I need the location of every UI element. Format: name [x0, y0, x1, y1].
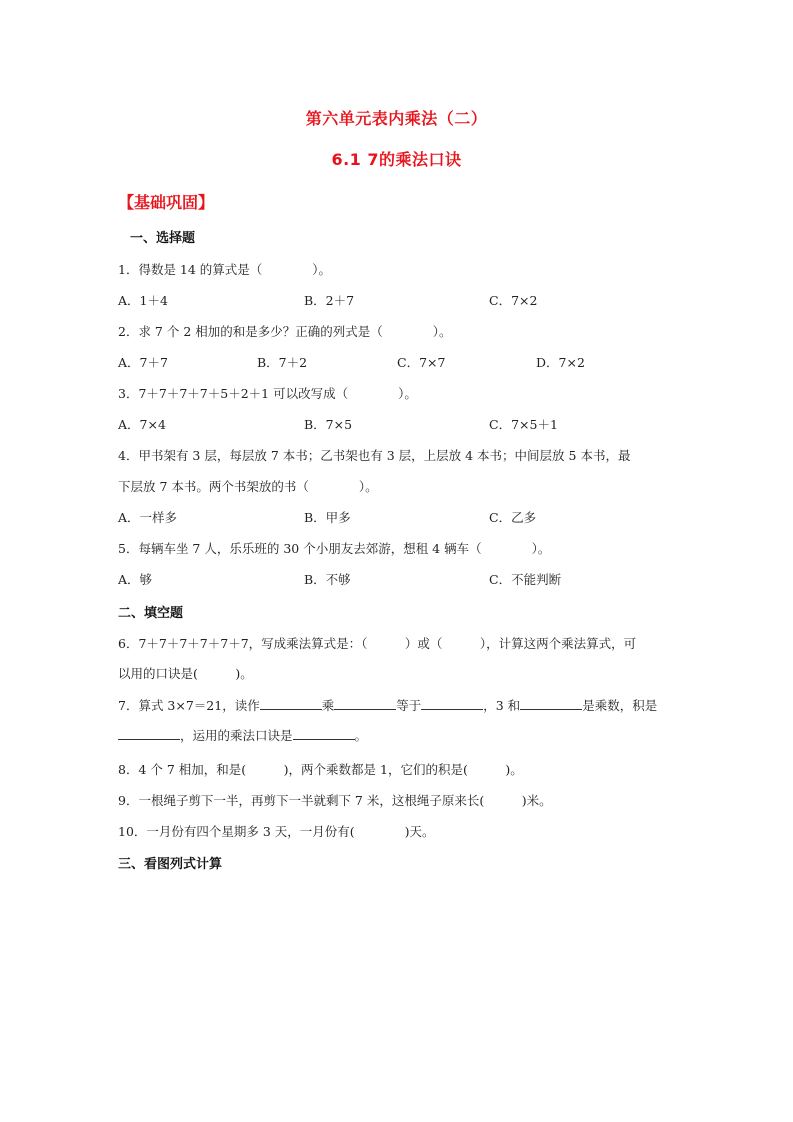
q7-text-part: 等于	[396, 698, 422, 713]
q1-option-c: C．7×2	[489, 293, 538, 308]
q2-option-d: D．7×2	[536, 355, 585, 370]
question-9: 9．一根绳子剪下一半，再剪下一半就剩下 7 米，这根绳子原来长( )米。	[118, 793, 552, 808]
q4-option-a: A．一样多	[118, 510, 178, 525]
q7-text-part: 乘	[321, 698, 335, 713]
q7-text-part: ，3 和	[483, 698, 521, 713]
question-4-line2: 下层放 7 本书。两个书架放的书（ ）。	[118, 479, 378, 494]
section-tag-basic: 【基础巩固】	[118, 193, 215, 212]
answer-blank[interactable]	[520, 697, 582, 710]
lesson-title: 6.1 7的乘法口诀	[331, 150, 462, 169]
q1-option-a: A．1＋4	[118, 293, 168, 308]
q5-option-c: C．不能判断	[489, 572, 562, 587]
section-heading-picture-calc: 三、看图列式计算	[118, 857, 223, 872]
q7-text-part: 7．算式 3×7＝21，读作	[118, 698, 260, 713]
q1-option-b: B．2＋7	[304, 293, 355, 308]
question-4-line1: 4．甲书架有 3 层，每层放 7 本书；乙书架也有 3 层，上层放 4 本书；中间层放 5 本书，最	[118, 448, 631, 463]
question-1: 1．得数是 14 的算式是（ ）。	[118, 262, 332, 277]
q3-option-c: C．7×5＋1	[489, 417, 558, 432]
q7-text-part: ，运用的乘法口诀是	[180, 728, 293, 743]
question-6-line2: 以用的口诀是( )。	[118, 666, 253, 681]
question-6-line1: 6．7＋7＋7＋7＋7＋7，写成乘法算式是：（ ）或（ ），计算这两个乘法算式，可	[118, 636, 637, 651]
answer-blank[interactable]	[118, 727, 180, 740]
answer-blank[interactable]	[421, 697, 483, 710]
q5-option-b: B．不够	[304, 572, 351, 587]
q2-option-a: A．7＋7	[118, 355, 168, 370]
section-heading-choice: 一、选择题	[130, 231, 196, 246]
answer-blank[interactable]	[260, 697, 322, 710]
question-8: 8．4 个 7 相加，和是( )，两个乘数都是 1，它们的积是( )。	[118, 762, 523, 777]
q4-option-b: B．甲多	[304, 510, 351, 525]
question-7-line1	[118, 696, 657, 714]
section-heading-fill-blank: 二、填空题	[118, 606, 184, 621]
q3-option-b: B．7×5	[304, 417, 353, 432]
question-3: 3．7＋7＋7＋7＋5＋2＋1 可以改写成（ ）。	[118, 386, 417, 401]
answer-blank[interactable]	[293, 727, 355, 740]
q2-option-c: C．7×7	[397, 355, 446, 370]
q3-option-a: A．7×4	[118, 417, 166, 432]
q5-option-a: A．够	[118, 572, 153, 587]
q4-option-c: C．乙多	[489, 510, 537, 525]
answer-blank[interactable]	[334, 697, 396, 710]
question-10: 10．一月份有四个星期多 3 天，一月份有( )天。	[118, 824, 435, 839]
question-2: 2．求 7 个 2 相加的和是多少？正确的列式是（ ）。	[118, 324, 452, 339]
q7-text-part: 。	[354, 728, 368, 743]
question-7-line2	[118, 726, 367, 744]
q2-option-b: B．7＋2	[257, 355, 308, 370]
q7-text-part: 是乘数，积是	[582, 698, 658, 713]
unit-title: 第六单元表内乘法（二）	[305, 109, 488, 128]
question-5: 5．每辆车坐 7 人，乐乐班的 30 个小朋友去郊游，想租 4 辆车（ ）。	[118, 541, 551, 556]
